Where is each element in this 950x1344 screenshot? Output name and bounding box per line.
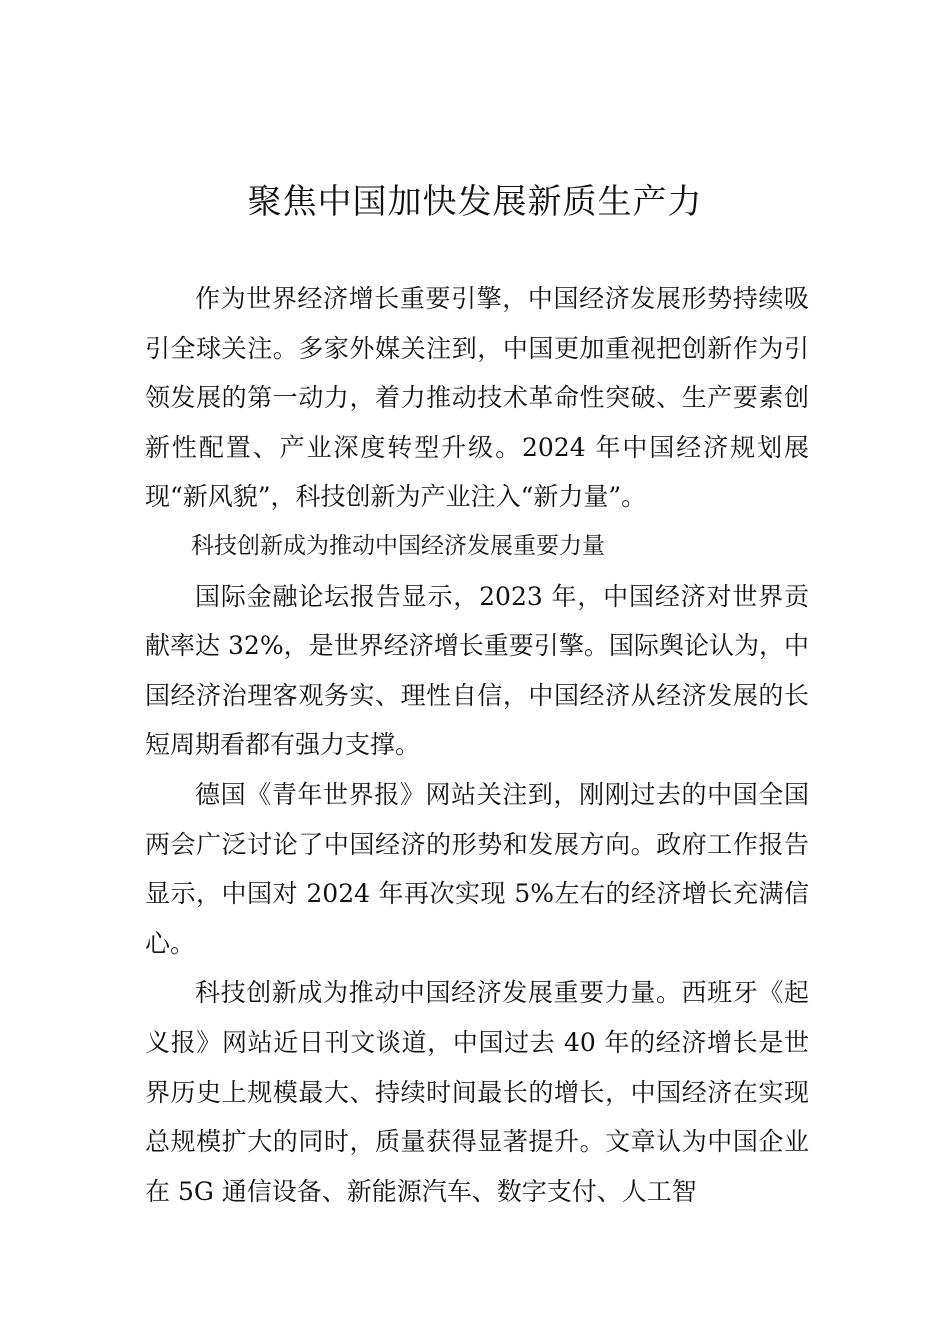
paragraph-intro: 作为世界经济增长重要引擎，中国经济发展形势持续吸引全球关注。多家外媒关注到，中国更加重视把创新作为引领发展的第一动力，着力推动技术革命性突破、生产要素创新性配置、产业深度转型升级。2024 年中国经济规划展现“新风貌”，科技创新为产业注入“新力量”。 [145,284,809,512]
paragraph-forum-report: 国际金融论坛报告显示，2023 年，中国经济对世界贡献率达 32%，是世界经济增长重要引擎。国际舆论认为，中国经济治理客观务实、理性自信，中国经济从经济发展的长短周期看都有强力支撑。 [145,581,809,760]
paragraph-spanish-media: 科技创新成为推动中国经济发展重要力量。西班牙《起义报》网站近日刊文谈道，中国过去 40 年的经济增长是世界历史上规模最大、持续时间最长的增长，中国经济在实现总规模扩大的同时，质量获得显著提升。文章认为中国企业在 5G 通信设备、新能源汽车、数字支付、人工智 [145,978,809,1206]
paragraph-subheading: 科技创新成为推动中国经济发展重要力量 [191,532,605,559]
paragraph-german-media: 德国《青年世界报》网站关注到，刚刚过去的中国全国两会广泛讨论了中国经济的形势和发展方向。政府工作报告显示，中国对 2024 年再次实现 5%左右的经济增长充满信心。 [145,779,809,958]
document-title: 聚焦中国加快发展新质生产力 [247,182,703,222]
document-body [145,274,809,1216]
